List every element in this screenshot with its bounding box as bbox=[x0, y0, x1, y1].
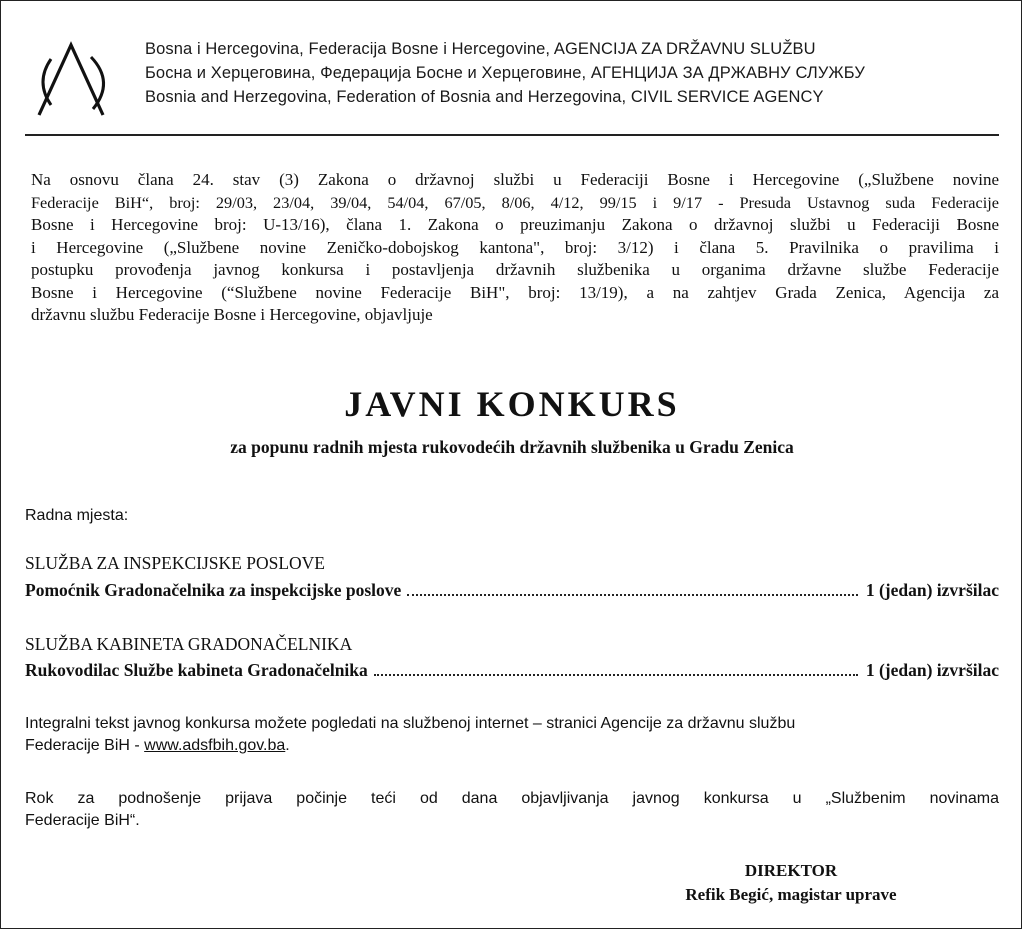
agency-logo-icon bbox=[31, 37, 121, 127]
position-row-cabinet bbox=[25, 660, 999, 681]
positions-label: Radna mjesta: bbox=[25, 507, 129, 524]
agency-name-cyrillic: Босна и Херцеговина, Федерација Босне и Херцеговине, АГЕНЦИЈА ЗА ДРЖАВНУ СЛУЖБУ bbox=[145, 64, 865, 82]
agency-name-english: Bosnia and Herzegovina, Federation of Bosnia and Herzegovina, CIVIL SERVICE AGENCY bbox=[145, 88, 824, 106]
integral-text-suffix: . bbox=[285, 737, 290, 754]
intro-line: Federacije BiH“, broj: 29/03, 23/04, 39/04, 54/04, 67/05, 8/06, 4/12, 99/15 i 9/17 - Presuda Ustavnog suda Federacije bbox=[31, 192, 999, 212]
deadline-paragraph bbox=[25, 788, 999, 832]
integral-text-line bbox=[25, 735, 999, 757]
intro-line: Bosne i Hercegovine (“Službene novine Federacije BiH", broj: 13/19), a na zahtjev Grada Zenica, Agencija za bbox=[31, 282, 999, 302]
signatory-role: DIREKTOR bbox=[744, 861, 838, 880]
header bbox=[19, 31, 1009, 141]
intro-line: i Hercegovine („Službene novine Zeničko-dobojskog kantona", broj: 3/12) i člana 5. Pravilnika o pravilima i bbox=[31, 237, 999, 257]
integral-text-prefix: Federacije BiH - bbox=[25, 737, 145, 754]
intro-line: Bosne i Hercegovine broj: U-13/16), člana 1. Zakona o preuzimanju Zakona o državnoj službi u Federaciji Bosne bbox=[31, 215, 999, 234]
leader-dots bbox=[407, 594, 858, 596]
section-heading-cabinet: SLUŽBA KABINETA GRADONAČELNIKA bbox=[25, 634, 353, 654]
header-divider bbox=[25, 134, 999, 136]
notice-title: JAVNI KONKURS bbox=[344, 384, 680, 424]
position-title: Pomoćnik Gradonačelnika za inspekcijske poslove bbox=[25, 580, 402, 600]
position-count: 1 (jedan) izvršilac bbox=[865, 660, 999, 680]
legal-basis-paragraph bbox=[31, 169, 999, 327]
agency-name-block bbox=[145, 37, 1005, 109]
position-count: 1 (jedan) izvršilac bbox=[865, 580, 999, 600]
position-title: Rukovodilac Službe kabineta Gradonačelnika bbox=[25, 660, 368, 680]
section-heading-inspection: SLUŽBA ZA INSPEKCIJSKE POSLOVE bbox=[25, 553, 325, 573]
signatory-name: Refik Begić, magistar uprave bbox=[685, 885, 897, 904]
agency-name-bosnian: Bosna i Hercegovina, Federacija Bosne i Hercegovine, AGENCIJA ZA DRŽAVNU SLUŽBU bbox=[145, 40, 816, 58]
agency-website-link[interactable]: www.adsfbih.gov.ba bbox=[144, 737, 286, 754]
deadline-line: Federacije BiH“. bbox=[25, 812, 140, 829]
intro-line: Na osnovu člana 24. stav (3) Zakona o državnoj službi u Federaciji Bosne i Hercegovine („Službene novine bbox=[31, 170, 999, 189]
deadline-line: Rok za podnošenje prijava počinje teći od dana objavljivanja javnog konkursa u „Službenim novinama bbox=[25, 790, 999, 807]
leader-dots bbox=[374, 674, 858, 676]
position-row-inspection bbox=[25, 580, 999, 601]
intro-line: državnu službu Federacije Bosne i Hercegovine, objavljuje bbox=[31, 305, 433, 324]
notice-subtitle: za popunu radnih mjesta rukovodećih državnih službenika u Gradu Zenica bbox=[230, 437, 794, 457]
intro-line: postupku provođenja javnog konkursa i postavljenja državnih službenika u organima državne službe Federacije bbox=[31, 260, 999, 279]
integral-text-paragraph bbox=[25, 713, 999, 757]
signature-block bbox=[641, 859, 941, 907]
integral-text-line: Integralni tekst javnog konkursa možete pogledati na službenoj internet – stranici Agencije za državnu službu bbox=[25, 715, 796, 732]
